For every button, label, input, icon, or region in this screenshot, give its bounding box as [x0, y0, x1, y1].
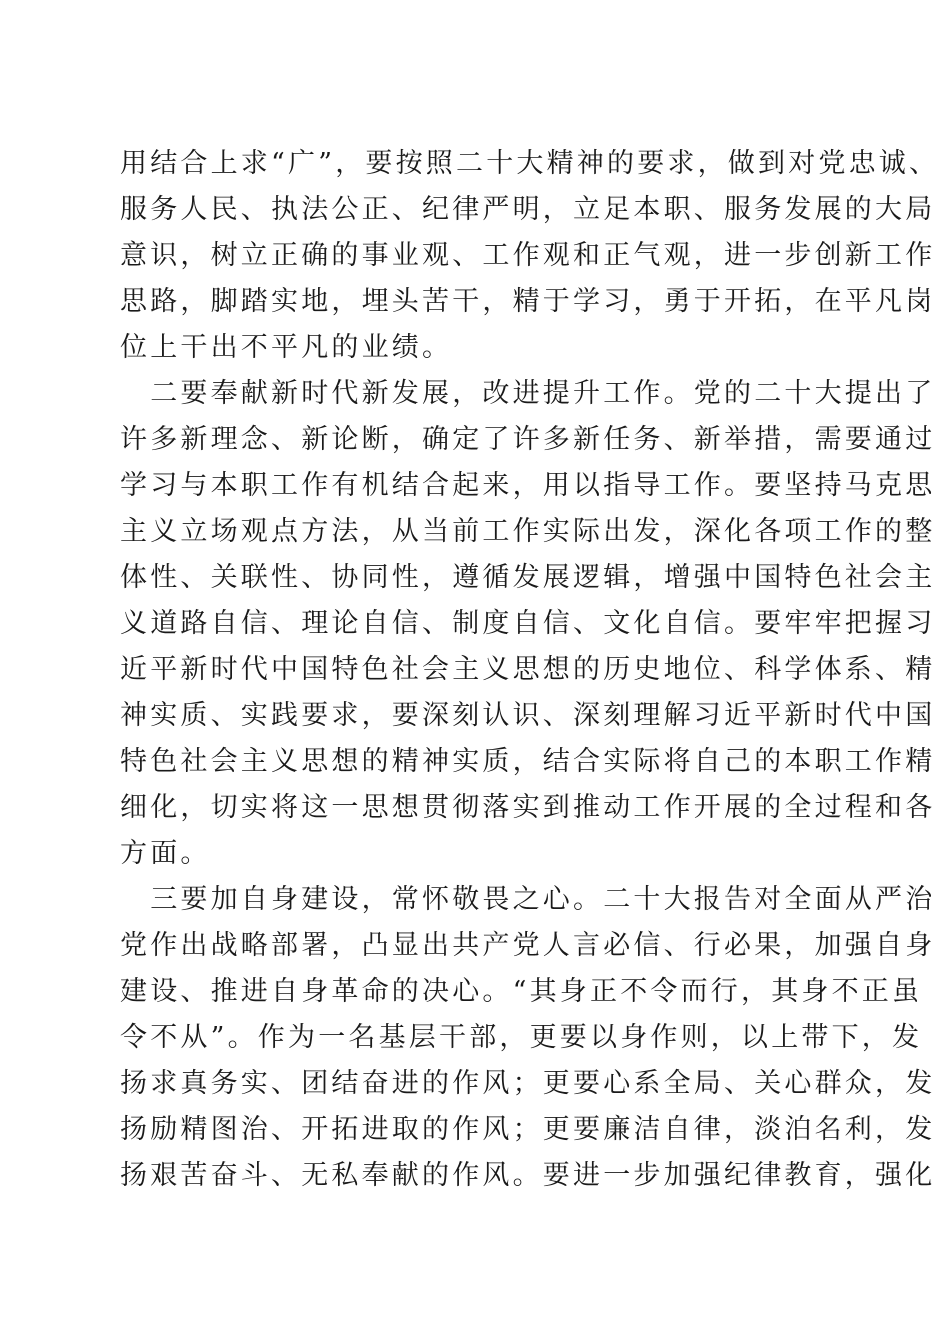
text-line: 特色社会主义思想的精神实质，结合实际将自己的本职工作精: [120, 746, 936, 777]
text-line: 许多新理念、新论断，确定了许多新任务、新举措，需要通过: [120, 424, 936, 455]
text-line: 党作出战略部署，凸显出共产党人言必信、行必果，加强自身: [120, 930, 936, 961]
paragraph-start-line: 三要加自身建设，常怀敬畏之心。二十大报告对全面从严治: [120, 884, 936, 915]
text-line: 义道路自信、理论自信、制度自信、文化自信。要牢牢把握习: [120, 608, 936, 639]
text-line: 用结合上求“广”，要按照二十大精神的要求，做到对党忠诚、: [120, 148, 940, 179]
paragraph-start-line: 二要奉献新时代新发展，改进提升工作。党的二十大提出了: [120, 378, 936, 409]
text-line: 主义立场观点方法，从当前工作实际出发，深化各项工作的整: [120, 516, 936, 547]
text-line: 建设、推进自身革命的决心。“其身正不令而行，其身不正虽: [120, 976, 923, 1007]
text-line: 方面。: [120, 838, 211, 869]
text-line: 位上干出不平凡的业绩。: [120, 332, 453, 363]
text-line: 扬求真务实、团结奋进的作风；更要心系全局、关心群众，发: [120, 1068, 936, 1099]
text-line: 神实质、实践要求，要深刻认识、深刻理解习近平新时代中国: [120, 700, 936, 731]
text-line: 近平新时代中国特色社会主义思想的历史地位、科学体系、精: [120, 654, 936, 685]
text-line: 意识，树立正确的事业观、工作观和正气观，进一步创新工作: [120, 240, 936, 271]
text-line: 细化，切实将这一思想贯彻落实到推动工作开展的全过程和各: [120, 792, 936, 823]
text-line: 扬励精图治、开拓进取的作风；更要廉洁自律，淡泊名利，发: [120, 1114, 936, 1145]
text-line: 扬艰苦奋斗、无私奉献的作风。要进一步加强纪律教育，强化: [120, 1160, 936, 1191]
text-line: 令不从”。作为一名基层干部，更要以身作则，以上带下，发: [120, 1022, 923, 1053]
text-line: 体性、关联性、协同性，遵循发展逻辑，增强中国特色社会主: [120, 562, 936, 593]
text-line: 学习与本职工作有机结合起来，用以指导工作。要坚持马克思: [120, 470, 936, 501]
text-line: 思路，脚踏实地，埋头苦干，精于学习，勇于开拓，在平凡岗: [120, 286, 936, 317]
text-line: 服务人民、执法公正、纪律严明，立足本职、服务发展的大局: [120, 194, 936, 225]
